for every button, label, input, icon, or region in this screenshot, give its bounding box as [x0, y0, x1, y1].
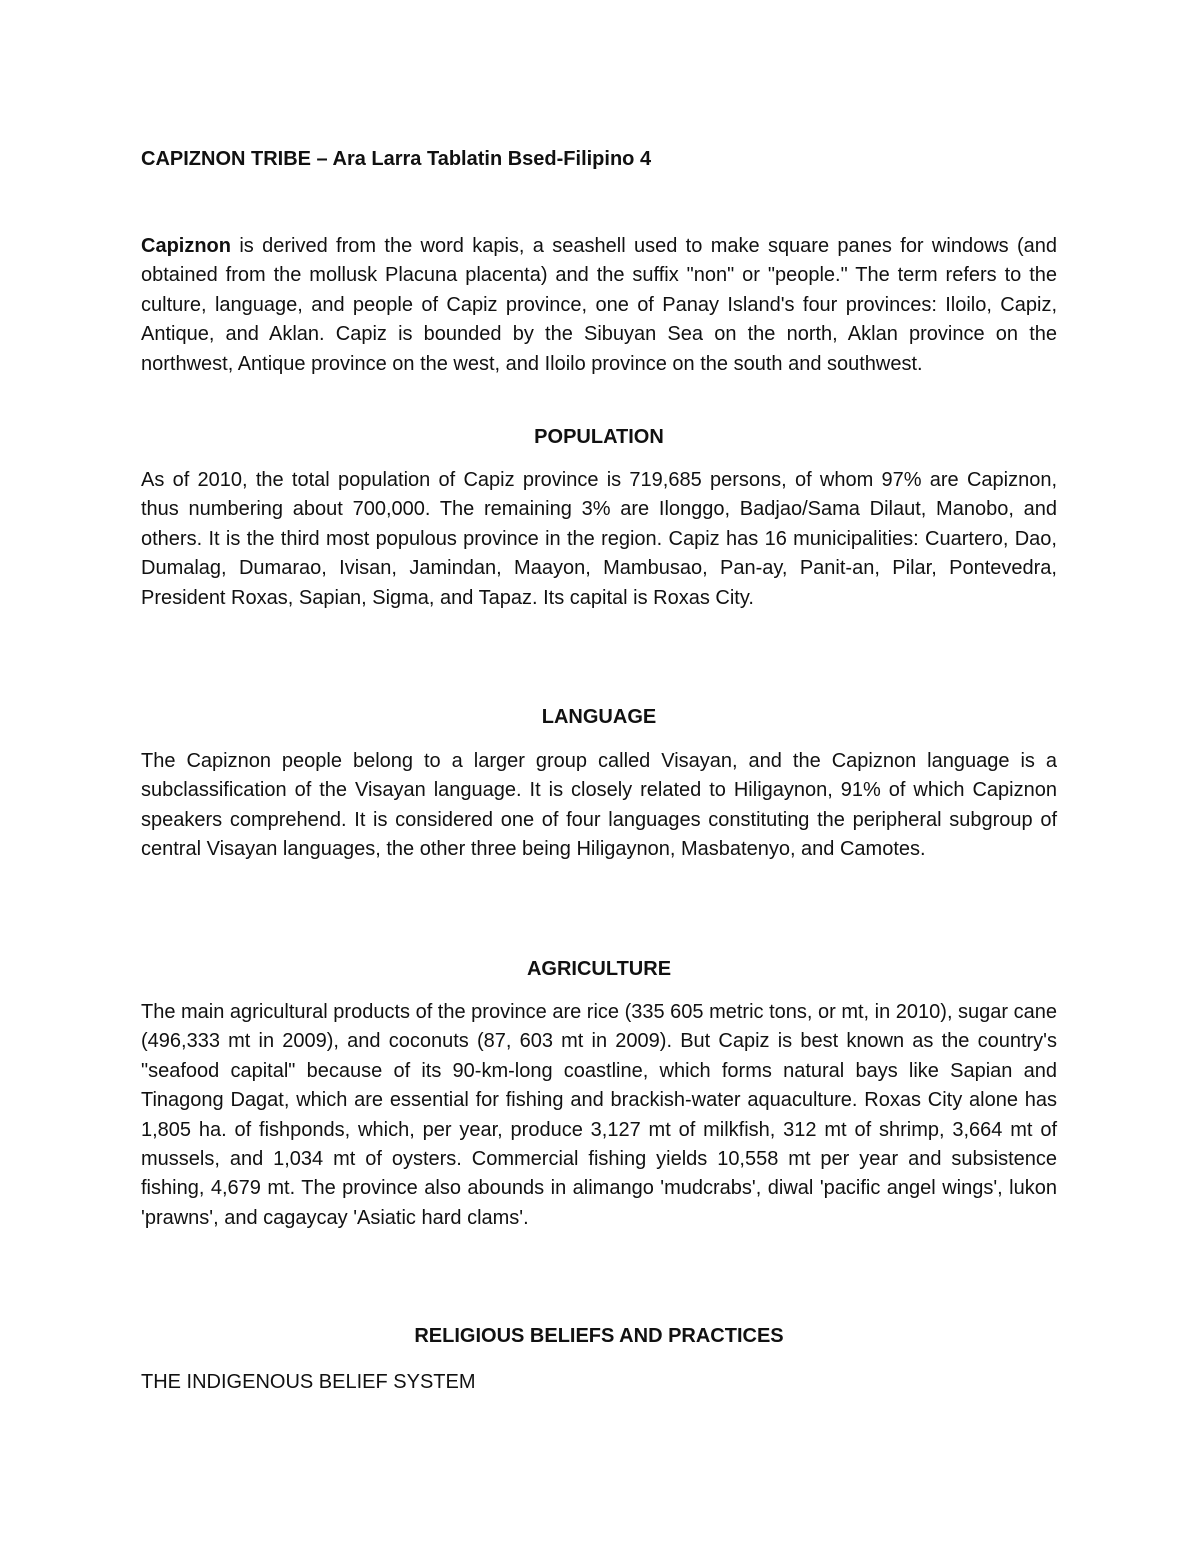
agriculture-heading: AGRICULTURE [526, 958, 672, 980]
language-heading: LANGUAGE [541, 706, 657, 728]
document-page [141, 0, 1057, 1553]
language-paragraph: The Capiznon people belong to a larger group called Visayan, and the Capiznon language is a subclassification of the Visayan language. It is closely related to Hiligaynon, 91% of which Capiznon speakers comprehend. It is considered one of four languages constituting the peripheral subgroup of central Visayan languages, the other three being Hiligaynon, Masbatenyo, and Camotes. [141, 750, 1057, 861]
intro-lead-term: Capiznon [141, 235, 231, 257]
document-title: CAPIZNON TRIBE – Ara Larra Tablatin Bsed-Filipino 4 [141, 148, 652, 170]
religious-beliefs-heading: RELIGIOUS BELIEFS AND PRACTICES [414, 1325, 784, 1347]
intro-text: is derived from the word kapis, a seashell used to make square panes for windows (and obtained from the mollusk Placuna placenta) and the suffix "non" or "people." The term refers to the culture, language, and people of Capiz province, one of Panay Island's four provinces: Iloilo, Capiz, Antique, and Aklan. Capiz is bounded by the Sibuyan Sea on the north, Aklan province on the northwest, Antique province on the west, and Iloilo province on the south and southwest. [141, 235, 1057, 375]
population-paragraph: As of 2010, the total population of Capiz province is 719,685 persons, of whom 97% are Capiznon, thus numbering about 700,000. The remaining 3% are Ilonggo, Badjao/Sama Dilaut, Manobo, and others. It is the third most populous province in the region. Capiz has 16 municipalities: Cuartero, Dao, Dumalag, Dumarao, Ivisan, Jamindan, Maayon, Mambusao, Pan-ay, Panit-an, Pilar, Pontevedra, President Roxas, Sapian, Sigma, and Tapaz. Its capital is Roxas City. [141, 469, 1057, 609]
indigenous-belief-subheading: THE INDIGENOUS BELIEF SYSTEM [141, 1371, 476, 1393]
agriculture-paragraph: The main agricultural products of the province are rice (335 605 metric tons, or mt, in 2010), sugar cane (496,333 mt in 2009), and coconuts (87, 603 mt in 2009). But Capiz is best known as the country's "seafood capital" because of its 90-km-long coastline, which forms natural bays like Sapian and Tinagong Dagat, which are essential for fishing and brackish-water aquaculture. Roxas City alone has 1,805 ha. of fishponds, which, per year, produce 3,127 mt of milkfish, 312 mt of shrimp, 3,664 mt of mussels, and 1,034 mt of oysters. Commercial fishing yields 10,558 mt per year and subsistence fishing, 4,679 mt. The province also abounds in alimango 'mudcrabs', diwal 'pacific angel wings', lukon 'prawns', and cagaycay 'Asiatic hard clams'. [141, 1001, 1058, 1229]
intro-paragraph [141, 232, 1057, 379]
population-heading: POPULATION [534, 426, 664, 448]
